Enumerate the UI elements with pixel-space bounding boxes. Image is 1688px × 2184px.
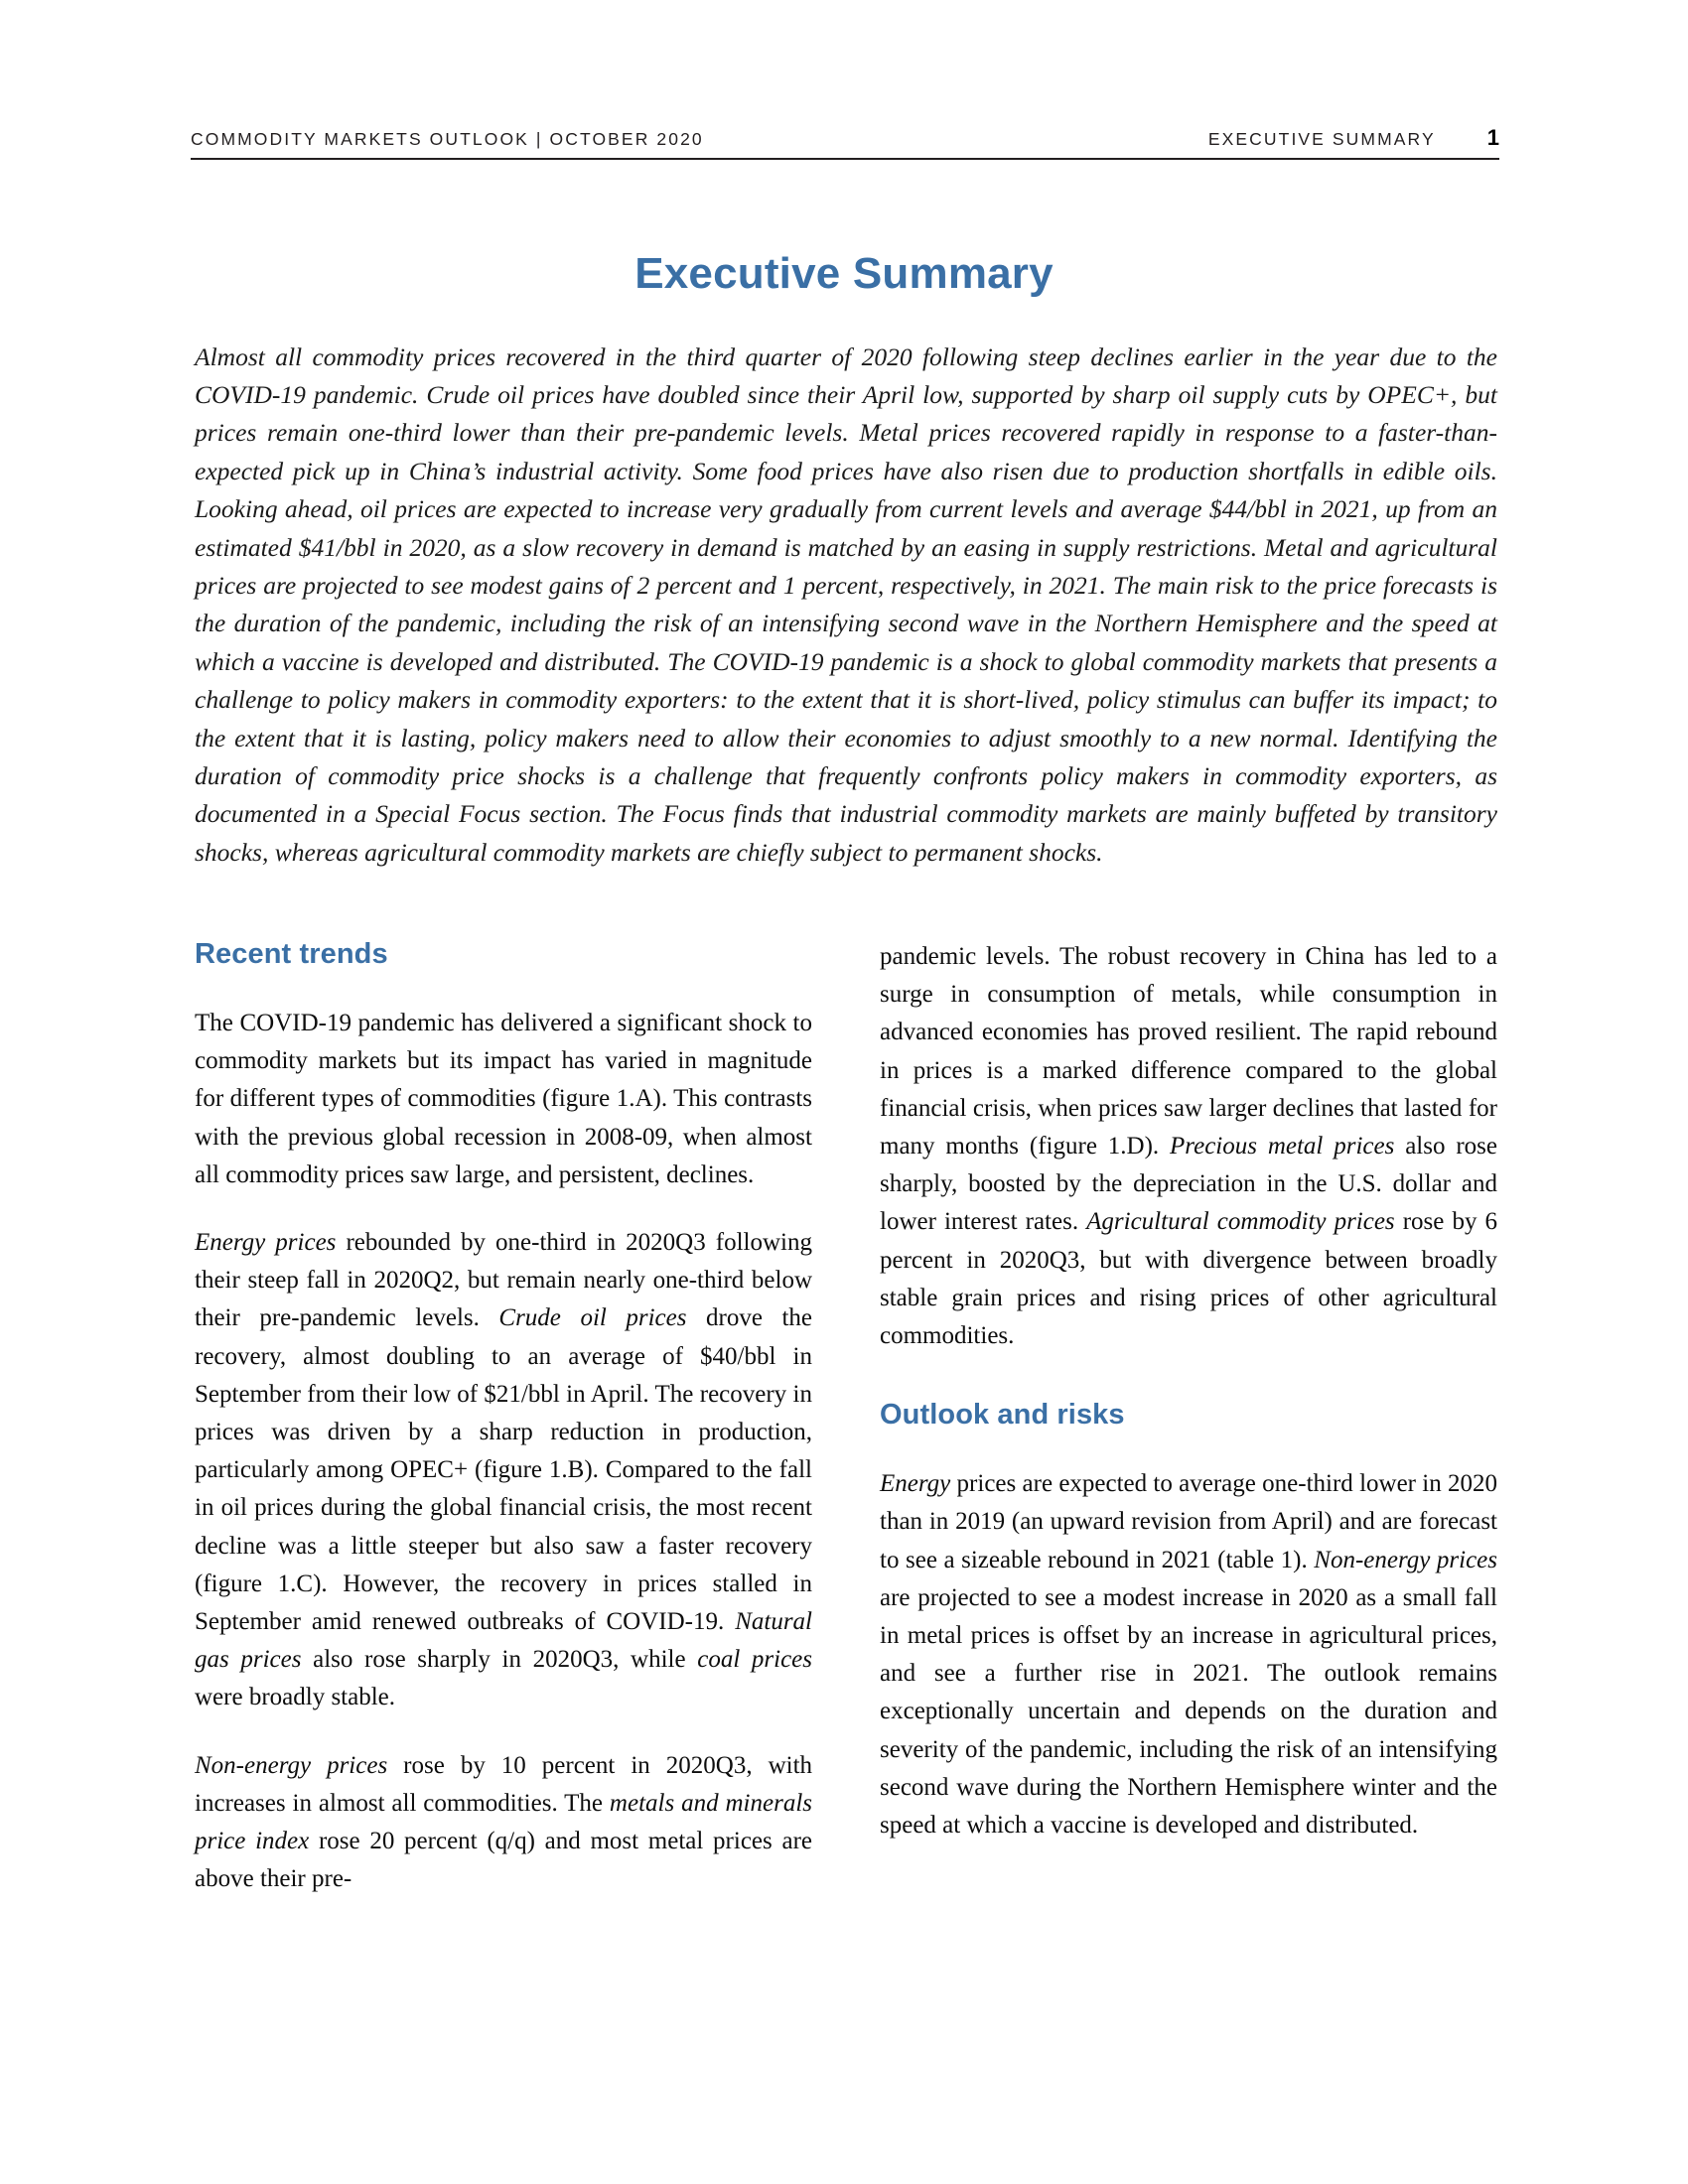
paragraph-recent-trends-2: Energy prices rebounded by one-third in 2020Q3 following their steep fall in 2020Q2, but remain nearly one-third below their pre-pandemic levels. Crude oil prices drove the recovery, almost doubling to an average of $40/bbl in September from their low of $21/bbl in April. The recovery in prices was driven by a sharp reduction in production, particularly among OPEC+ (figure 1.B). Compared to the fall in oil prices during the global financial crisis, the most recent decline was a little steeper but also saw a faster recovery (figure 1.C). However, the recovery in prices stalled in September amid renewed outbreaks of COVID-19. Natural gas prices also rose sharply in 2020Q3, while coal prices were broadly stable.	[195, 1229, 813, 1711]
page-title: Executive Summary	[634, 249, 1054, 299]
left-column	[195, 938, 812, 2090]
right-column	[880, 938, 1497, 2090]
running-header-right: EXECUTIVE SUMMARY	[1207, 129, 1436, 149]
header-divider-rule	[191, 158, 1499, 160]
running-header-left: COMMODITY MARKETS OUTLOOK | OCTOBER 2020	[191, 129, 704, 149]
page-number: 1	[1486, 125, 1499, 150]
running-header	[191, 125, 1499, 151]
paragraph-recent-trends-3: Non-energy prices rose by 10 percent in 2020Q3, with increases in almost all commodities. The metals and minerals price index rose 20 percent (q/q) and most metal prices are above their pre-	[195, 1751, 813, 1893]
section-heading-outlook-and-risks: Outlook and risks	[880, 1399, 1125, 1432]
section-heading-recent-trends: Recent trends	[195, 938, 388, 970]
paragraph-outlook-1: Energy prices are expected to average one-third lower in 2020 than in 2019 (an upward revision from April) and are forecast to see a sizeable rebound in 2021 (table 1). Non-energy prices are projected to see a modest increase in 2020 as a small fall in metal prices is offset by an increase in agricultural prices, and see a further rise in 2021. The outlook remains exceptionally uncertain and depends on the duration and severity of the pandemic, including the risk of an intensifying second wave during the Northern Hemisphere winter and the speed at which a vaccine is developed and distributed.	[880, 1470, 1498, 1840]
body-columns	[195, 938, 1497, 2090]
paragraph-recent-trends-continued: pandemic levels. The robust recovery in China has led to a surge in consumption of metals, while consumption in advanced economies has proved resilient. The rapid rebound in prices is a marked difference compared to the global financial crisis, when prices saw larger declines that lasted for many months (figure 1.D). Precious metal prices also rose sharply, boosted by the depreciation in the U.S. dollar and lower interest rates. Agricultural commodity prices rose by 6 percent in 2020Q3, but with divergence between broadly stable grain prices and rising prices of other agricultural commodities.	[880, 943, 1498, 1350]
lead-paragraph: Almost all commodity prices recovered in the third quarter of 2020 following steep declines earlier in the year due to the COVID-19 pandemic. Crude oil prices have doubled since their April low, supported by sharp oil supply cuts by OPEC+, but prices remain one-third lower than their pre-pandemic levels. Metal prices recovered rapidly in response to a faster-than-expected pick up in China’s industrial activity. Some food prices have also risen due to production shortfalls in edible oils. Looking ahead, oil prices are expected to increase very gradually from current levels and average $44/bbl in 2021, up from an estimated $41/bbl in 2020, as a slow recovery in demand is matched by an easing in supply restrictions. Metal and agricultural prices are projected to see modest gains of 2 percent and 1 percent, respectively, in 2021. The main risk to the price forecasts is the duration of the pandemic, including the risk of an intensifying second wave in the Northern Hemisphere and the speed at which a vaccine is developed and distributed. The COVID-19 pandemic is a shock to global commodity markets that presents a challenge to policy makers in commodity exporters: to the extent that it is short-lived, policy stimulus can buffer its impact; to the extent that it is lasting, policy makers need to allow their economies to adjust smoothly to a new normal. Identifying the duration of commodity price shocks is a challenge that frequently confronts policy makers in commodity exporters, as documented in a Special Focus section. The Focus finds that industrial commodity markets are mainly buffeted by transitory shocks, whereas agricultural commodity markets are chiefly subject to permanent shocks.	[195, 341, 1497, 867]
running-header-right-group	[1208, 125, 1499, 151]
paragraph-recent-trends-1: The COVID-19 pandemic has delivered a significant shock to commodity markets but its impact has varied in magnitude for different types of commodities (figure 1.A). This contrasts with the previous global recession in 2008-09, when almost all commodity prices saw large, and persistent, declines.	[195, 1010, 812, 1188]
